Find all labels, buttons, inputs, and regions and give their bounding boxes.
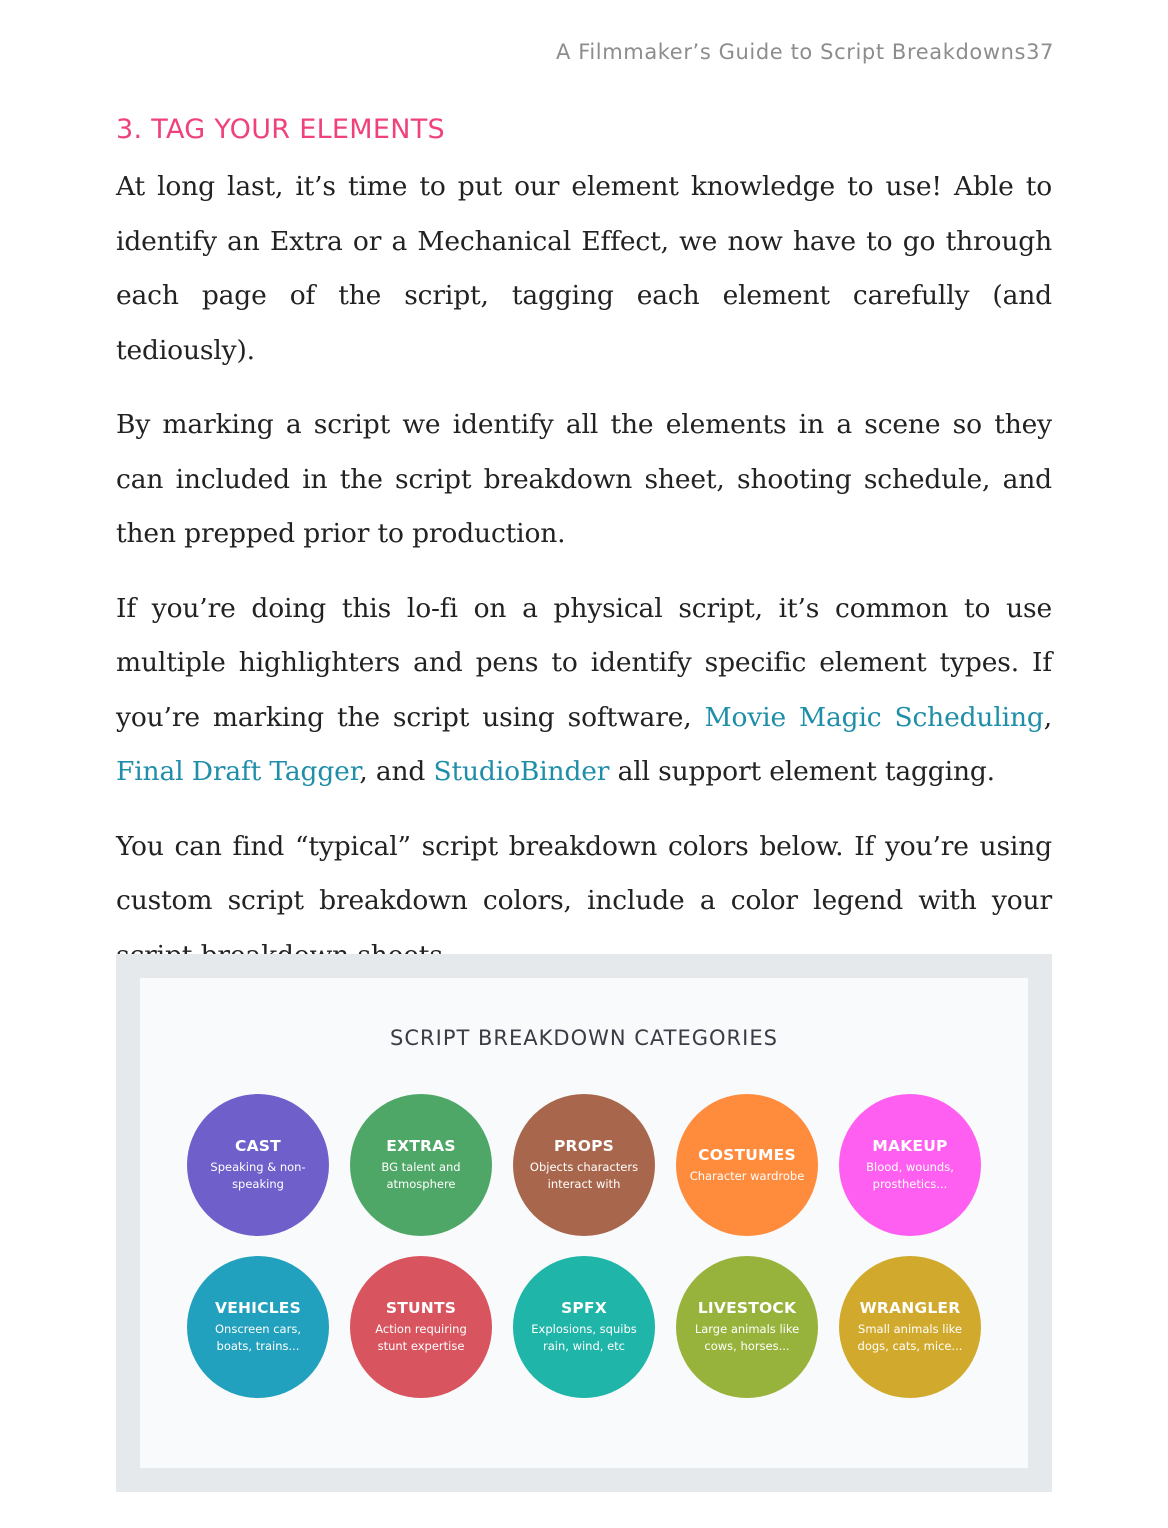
paragraph-marking: By marking a script we identify all the elements in a scene so they can included in the script breakdown sheet, shooting schedule, and then prepped prior to production.	[116, 409, 1052, 549]
figure-panel	[140, 978, 1028, 1468]
paragraph-tools-text: If you’re doing this lo-fi on a physical script, it’s common to use multiple highlighters and pens to identify specific element types. If you’re marking the script using software,	[116, 592, 1052, 733]
category-costumes	[676, 1094, 818, 1236]
category-description: Blood, wounds, prosthetics...	[866, 1160, 954, 1191]
category-description: Objects characters interact with	[529, 1160, 639, 1191]
category-description: Onscreen cars, boats, trains...	[215, 1322, 301, 1353]
category-description: Character wardrobe	[689, 1168, 805, 1183]
link-final-draft-tagger[interactable]: Final Draft Tagger	[116, 756, 360, 787]
category-name: LIVESTOCK	[697, 1299, 797, 1317]
paragraph-tools-separator: , and	[359, 756, 434, 787]
category-name: PROPS	[554, 1137, 614, 1155]
category-extras	[350, 1094, 492, 1236]
category-livestock	[676, 1256, 818, 1398]
breakdown-categories-figure	[116, 954, 1052, 1492]
section-heading: 3. TAG YOUR ELEMENTS	[116, 114, 445, 145]
running-header: A Filmmaker’s Guide to Script Breakdowns37	[555, 40, 1054, 64]
paragraph-tools-text-end: all support element tagging.	[609, 756, 995, 787]
category-name: CAST	[235, 1137, 281, 1155]
category-description: Action requiring stunt expertise	[375, 1322, 467, 1353]
link-studiobinder[interactable]: StudioBinder	[433, 756, 610, 787]
category-name: EXTRAS	[386, 1137, 456, 1155]
category-vehicles	[187, 1256, 329, 1398]
category-stunts	[350, 1256, 492, 1398]
paragraph-tools-separator: ,	[1043, 701, 1052, 733]
category-description: Speaking & non-speaking	[210, 1160, 306, 1191]
figure-title: SCRIPT BREAKDOWN CATEGORIES	[390, 1026, 778, 1050]
paragraph-intro: At long last, it’s time to put our element knowledge to use! Able to identify an Extra or a Mechanical Effect, we now have to go through each page of the script, tagging each element carefully (and tediously).	[116, 171, 1052, 366]
category-makeup	[839, 1094, 981, 1236]
category-description: Large animals like cows, horses...	[694, 1322, 800, 1353]
category-wrangler	[839, 1256, 981, 1398]
body-text	[116, 160, 1052, 1003]
paragraph-colors: You can find “typical” script breakdown colors below. If you’re using custom script breakdown colors, include a color legend with your	[116, 830, 1052, 916]
category-name: SPFX	[561, 1299, 607, 1317]
category-description: Small animals like dogs, cats, mice...	[857, 1322, 963, 1353]
category-name: COSTUMES	[698, 1145, 796, 1164]
category-description: Explosions, squibs rain, wind, etc	[531, 1322, 637, 1353]
category-name: MAKEUP	[872, 1137, 948, 1155]
category-name: WRANGLER	[859, 1299, 961, 1317]
category-cast	[187, 1094, 329, 1236]
paragraph-tools	[116, 582, 1052, 800]
category-spfx	[513, 1256, 655, 1398]
category-name: STUNTS	[385, 1299, 457, 1317]
category-props	[513, 1094, 655, 1236]
category-description: BG talent and atmosphere	[381, 1160, 461, 1191]
category-name: VEHICLES	[215, 1299, 301, 1317]
link-movie-magic-scheduling[interactable]: Movie Magic Scheduling	[704, 701, 1044, 733]
